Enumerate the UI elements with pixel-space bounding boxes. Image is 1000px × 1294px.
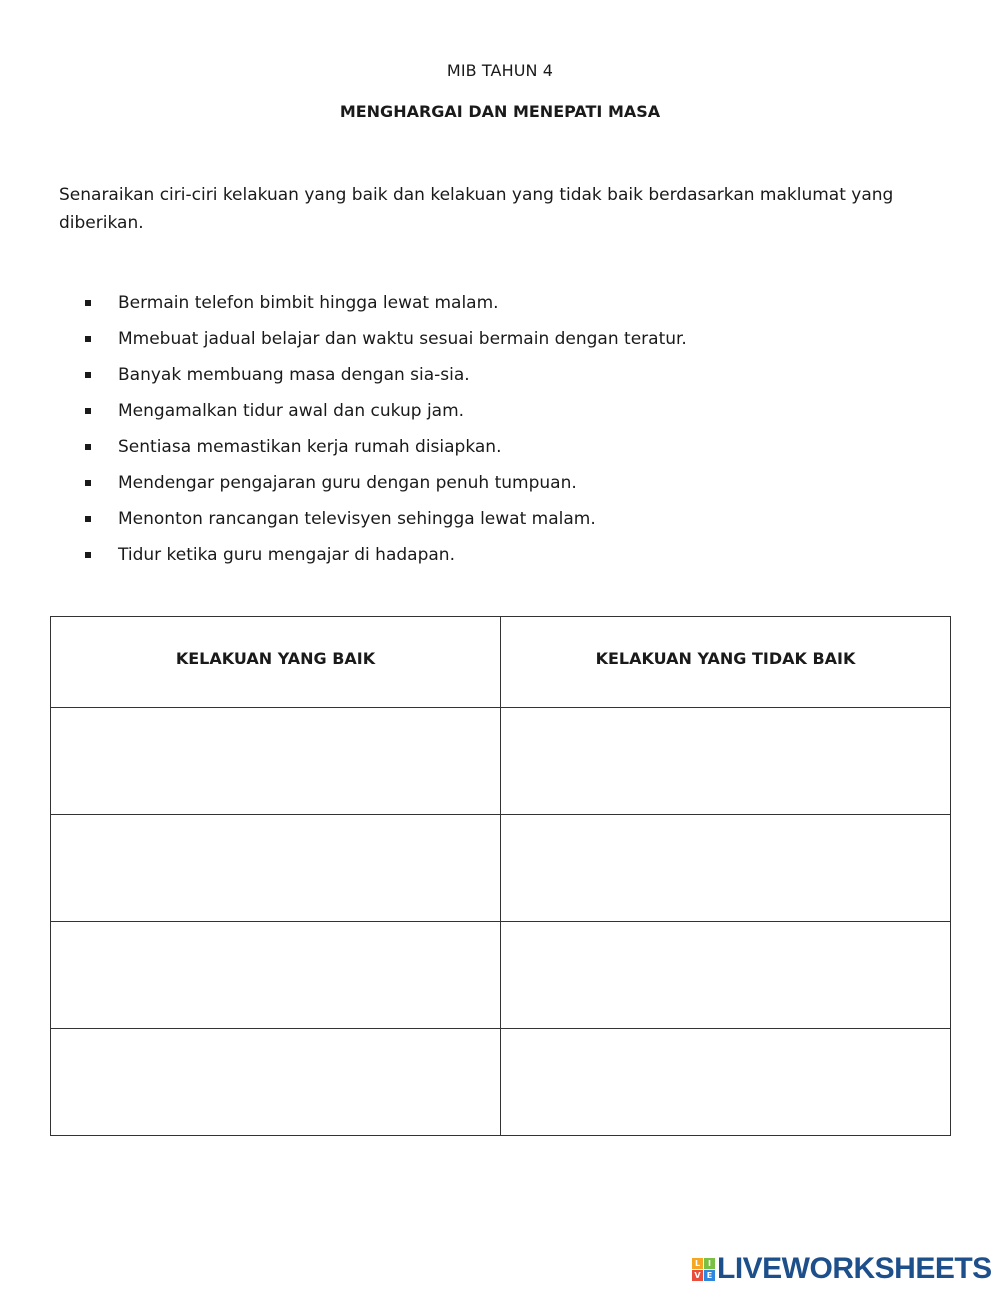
table-header-row xyxy=(51,617,951,708)
answer-cell-good[interactable] xyxy=(51,1029,501,1136)
square-bullet-icon xyxy=(85,552,91,558)
answer-cell-bad[interactable] xyxy=(501,708,951,815)
list-item-text: Mendengar pengajaran guru dengan penuh tumpuan. xyxy=(118,473,577,493)
list-item-text: Sentiasa memastikan kerja rumah disiapkan. xyxy=(118,437,502,457)
live-grid-icon xyxy=(692,1258,715,1281)
logo-letter: L xyxy=(692,1258,703,1269)
answer-cell-good[interactable] xyxy=(51,922,501,1029)
answer-cell-bad[interactable] xyxy=(501,922,951,1029)
liveworksheets-logo xyxy=(692,1253,992,1285)
table-row xyxy=(51,1029,951,1136)
list-item-text: Menonton rancangan televisyen sehingga lewat malam. xyxy=(118,509,596,529)
list-item xyxy=(0,469,687,505)
square-bullet-icon xyxy=(85,444,91,450)
logo-letter: E xyxy=(704,1270,715,1281)
header-bad-behaviour: KELAKUAN YANG TIDAK BAIK xyxy=(501,617,951,708)
answer-cell-bad[interactable] xyxy=(501,815,951,922)
list-item xyxy=(0,361,687,397)
list-item-text: Tidur ketika guru mengajar di hadapan. xyxy=(118,545,455,565)
square-bullet-icon xyxy=(85,336,91,342)
list-item-text: Bermain telefon bimbit hingga lewat malam. xyxy=(118,293,499,313)
answer-cell-bad[interactable] xyxy=(501,1029,951,1136)
list-item xyxy=(0,505,687,541)
table-row xyxy=(51,922,951,1029)
worksheet-title: MENGHARGAI DAN MENEPATI MASA xyxy=(339,102,661,121)
list-item-text: Banyak membuang masa dengan sia-sia. xyxy=(118,365,470,385)
list-item xyxy=(0,289,687,325)
instruction-text: Senaraikan ciri-ciri kelakuan yang baik dan kelakuan yang tidak baik berdasarkan maklumat yang diberikan. xyxy=(59,185,894,233)
list-item xyxy=(0,325,687,361)
logo-letter: V xyxy=(692,1270,703,1281)
list-item xyxy=(0,433,687,469)
list-item xyxy=(0,397,687,433)
behaviour-list xyxy=(0,289,687,577)
answer-cell-good[interactable] xyxy=(51,708,501,815)
list-item-text: Mmebuat jadual belajar dan waktu sesuai bermain dengan teratur. xyxy=(118,329,687,349)
answer-cell-good[interactable] xyxy=(51,815,501,922)
list-item xyxy=(0,541,687,577)
list-item-text: Mengamalkan tidur awal dan cukup jam. xyxy=(118,401,465,421)
header-good-behaviour: KELAKUAN YANG BAIK xyxy=(51,617,501,708)
brand-name: LIVEWORKSHEETS xyxy=(717,1252,992,1285)
table-row xyxy=(51,815,951,922)
logo-letter: I xyxy=(704,1258,715,1269)
square-bullet-icon xyxy=(85,300,91,306)
square-bullet-icon xyxy=(85,372,91,378)
subject-heading: MIB TAHUN 4 xyxy=(446,61,554,80)
square-bullet-icon xyxy=(85,516,91,522)
table-row xyxy=(51,708,951,815)
answer-table xyxy=(50,616,951,1136)
square-bullet-icon xyxy=(85,408,91,414)
square-bullet-icon xyxy=(85,480,91,486)
